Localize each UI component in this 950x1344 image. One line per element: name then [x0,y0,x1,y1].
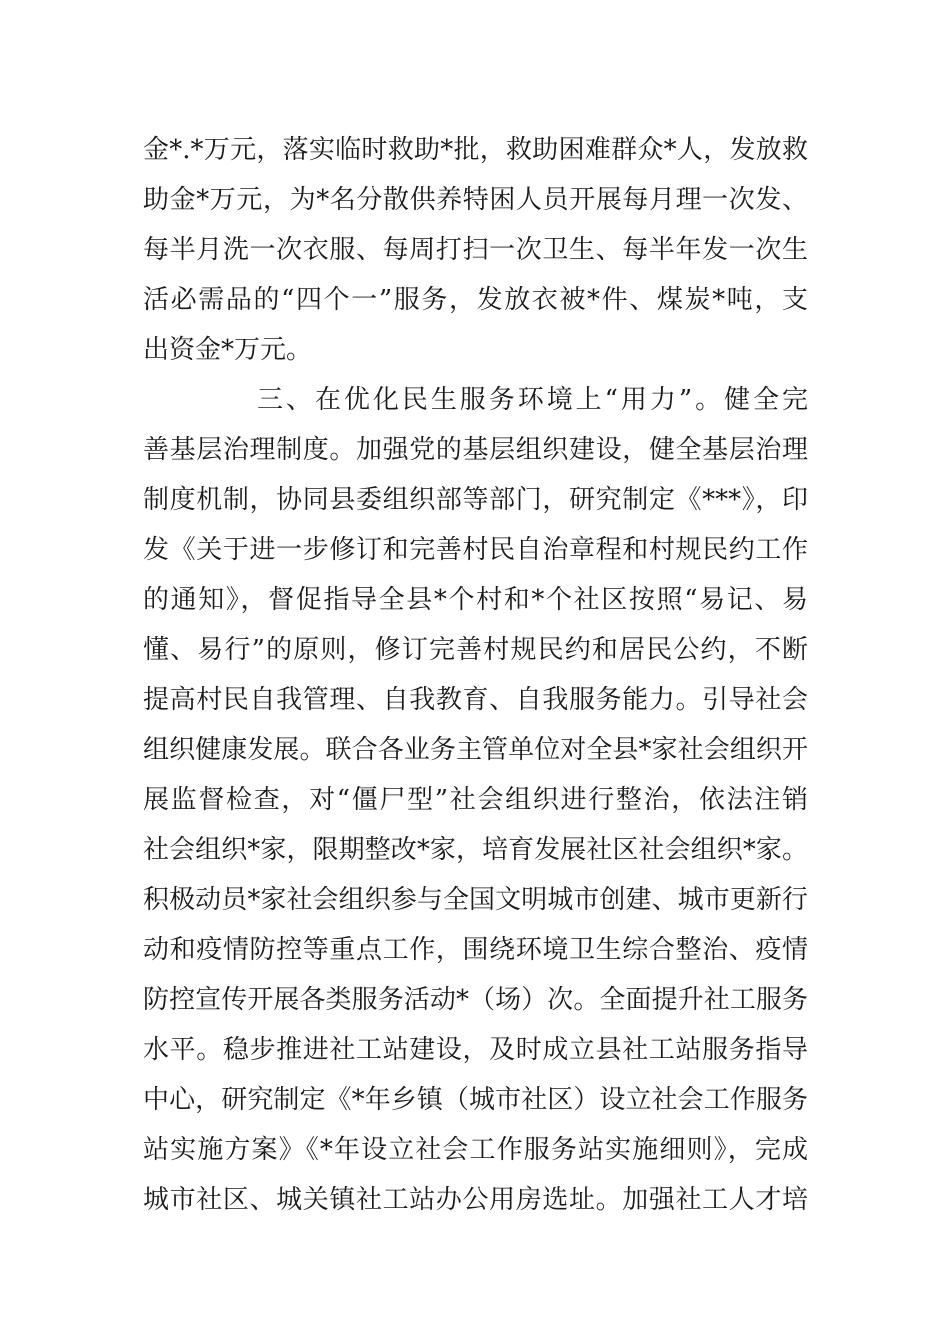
text-line: 善基层治理制度。加强党的基层组织建设，健全基层治理 [143,435,808,465]
text-line: 助金*万元，为*名分散供养特困人员开展每月理一次发、 [143,185,808,215]
text-line: 展监督检查，对“僵尸型”社会组织进行整治，依法注销 [143,785,808,815]
text-line: 水平。稳步推进社工站建设，及时成立县社工站服务指导 [143,1035,808,1065]
text-line: 的通知》，督促指导全县*个村和*个社区按照“易记、易 [143,585,808,615]
text-line: 动和疫情防控等重点工作，围绕环境卫生综合整治、疫情 [143,935,808,965]
text-line: 社会组织*家，限期整改*家，培育发展社区社会组织*家。 [143,835,808,865]
text-line: 出资金*万元。 [143,335,313,365]
text-line: 中心，研究制定《*年乡镇（城市社区）设立社会工作服务 [143,1085,808,1115]
text-line: 制度机制，协同县委组织部等部门，研究制定《***》，印 [143,485,808,515]
text-line: 活必需品的“四个一”服务，发放衣被*件、煤炭*吨，支 [143,285,808,315]
text-line: 提高村民自我管理、自我教育、自我服务能力。引导社会 [143,685,808,715]
text-line: 积极动员*家社会组织参与全国文明城市创建、城市更新行 [143,885,808,915]
text-line: 站实施方案》《*年设立社会工作服务站实施细则》，完成 [143,1135,808,1165]
section-heading-line: 三、在优化民生服务环境上“用力”。健全完 [257,385,808,415]
text-line: 懂、易行”的原则，修订完善村规民约和居民公约，不断 [143,635,808,665]
text-line: 金*.*万元，落实临时救助*批，救助困难群众*人，发放救 [143,135,808,165]
text-line: 组织健康发展。联合各业务主管单位对全县*家社会组织开 [143,735,808,765]
text-line: 发《关于进一步修订和完善村民自治章程和村规民约工作 [143,535,808,565]
text-line: 防控宣传开展各类服务活动*（场）次。全面提升社工服务 [143,985,808,1015]
text-line: 城市社区、城关镇社工站办公用房选址。加强社工人才培 [143,1185,808,1215]
text-line: 每半月洗一次衣服、每周打扫一次卫生、每半年发一次生 [143,235,808,265]
